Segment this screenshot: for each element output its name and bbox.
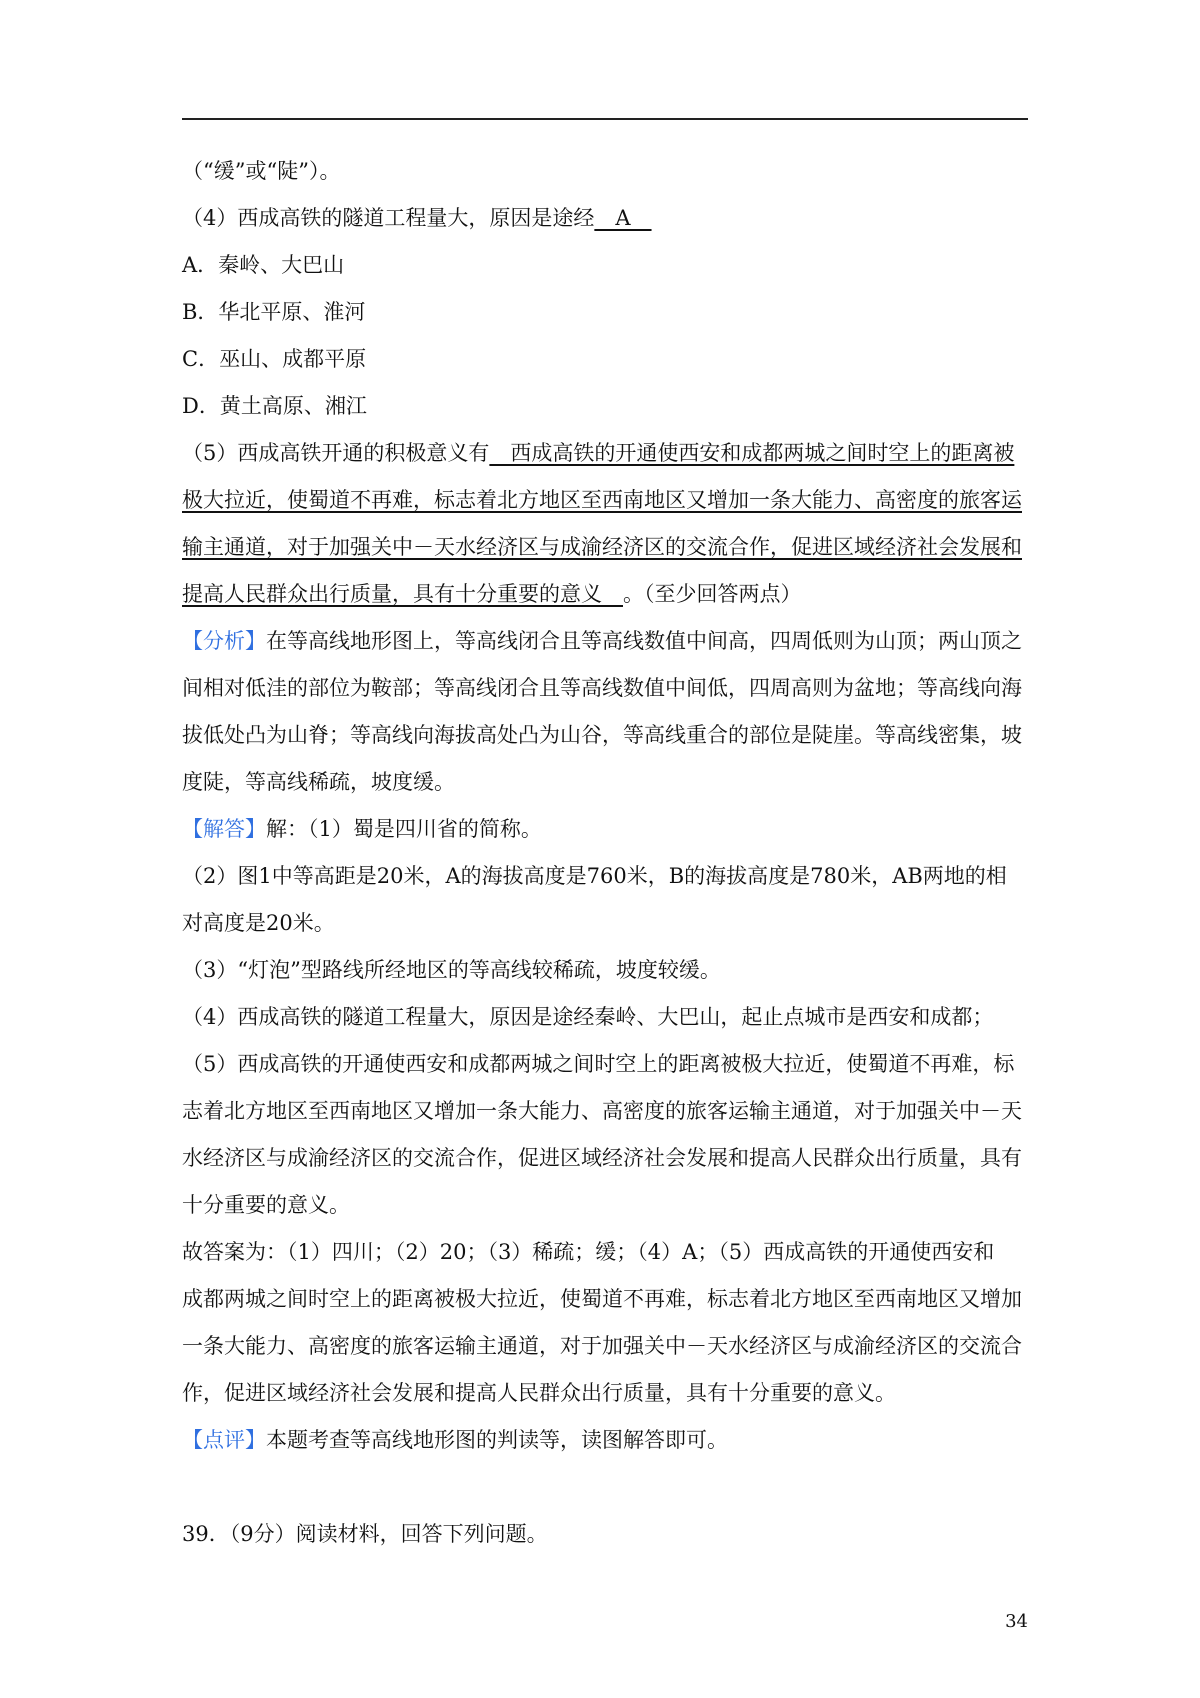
analysis-tag: 【分析】: [182, 629, 266, 653]
solution-line-4: （3）“灯泡”型路线所经地区的等高线较稀疏，坡度较缓。: [182, 958, 721, 982]
header-rule: [182, 118, 1028, 120]
option-b: B．华北平原、淮河: [182, 300, 366, 324]
analysis-line-4: 度陡，等高线稀疏，坡度缓。: [182, 770, 455, 794]
solution-text-1: 解：（1）蜀是四川省的简称。: [266, 817, 542, 841]
solution-line-6: （5）西成高铁的开通使西安和成都两城之间时空上的距离被极大拉近，使蜀道不再难，标: [182, 1052, 1015, 1076]
solution-line-1: [182, 806, 1028, 853]
comment-line: [182, 1417, 1028, 1464]
solution-line-7: 志着北方地区至西南地区又增加一条大能力、高密度的旅客运输主通道，对于加强关中－天: [182, 1099, 1022, 1123]
question-5-answer-1: 西成高铁的开通使西安和成都两城之间时空上的距离被: [489, 441, 1015, 465]
option-a: A．秦岭、大巴山: [182, 253, 345, 277]
solution-line-8: 水经济区与成渝经济区的交流合作，促进区域经济社会发展和提高人民群众出行质量，具有: [182, 1146, 1022, 1170]
option-c: C．巫山、成都平原: [182, 347, 367, 371]
question-5-prefix: （5）西成高铁开通的积极意义有: [182, 441, 490, 465]
question-4-answer: A: [594, 206, 652, 230]
solution-line-2: （2）图1中等高距是20米，A的海拔高度是760米，B的海拔高度是780米，AB两地的相: [182, 864, 1007, 888]
document-body: [182, 148, 1028, 1558]
solution-line-9: 十分重要的意义。: [182, 1193, 350, 1217]
question-4: [182, 195, 1028, 242]
analysis-line-3: 拔低处凸为山脊；等高线向海拔高处凸为山谷，等高线重合的部位是陡崖。等高线密集，坡: [182, 723, 1022, 747]
question-5-line-1: [182, 430, 1028, 477]
solution-line-3: 对高度是20米。: [182, 911, 335, 935]
question-39: 39．（9分）阅读材料，回答下列问题。: [182, 1522, 548, 1546]
question-5-line-2: [182, 477, 1028, 524]
analysis-text-1: 在等高线地形图上，等高线闭合且等高线数值中间高，四周低则为山顶；两山顶之: [266, 629, 1022, 653]
question-5-answer-4: 提高人民群众出行质量，具有十分重要的意义: [182, 582, 623, 606]
question-5-answer-2: 极大拉近，使蜀道不再难，标志着北方地区至西南地区又增加一条大能力、高密度的旅客运: [182, 488, 1022, 512]
spacer: [182, 1464, 1028, 1511]
comment-tag: 【点评】: [182, 1428, 266, 1452]
page-number: 34: [1005, 1611, 1028, 1632]
solution-tag: 【解答】: [182, 817, 266, 841]
analysis-line-1: [182, 618, 1028, 665]
question-5-line-3: [182, 524, 1028, 571]
final-answer-line-4: 作，促进区域经济社会发展和提高人民群众出行质量，具有十分重要的意义。: [182, 1381, 896, 1405]
paragraph-continuation: （“缓”或“陡”）。: [182, 159, 341, 183]
comment-text: 本题考查等高线地形图的判读等，读图解答即可。: [266, 1428, 728, 1452]
solution-line-5: （4）西成高铁的隧道工程量大，原因是途经秦岭、大巴山，起止点城市是西安和成都；: [182, 1005, 994, 1029]
option-d: D．黄土高原、湘江: [182, 394, 367, 418]
final-answer-line-1: 故答案为：（1）四川；（2）20；（3）稀疏；缓；（4）A；（5）西成高铁的开通使西安和: [182, 1240, 995, 1264]
final-answer-line-2: 成都两城之间时空上的距离被极大拉近，使蜀道不再难，标志着北方地区至西南地区又增加: [182, 1287, 1022, 1311]
question-5-suffix: 。（至少回答两点）: [623, 582, 802, 606]
question-5-line-4: [182, 571, 1028, 618]
question-4-text: （4）西成高铁的隧道工程量大，原因是途经: [182, 206, 595, 230]
analysis-line-2: 间相对低洼的部位为鞍部；等高线闭合且等高线数值中间低，四周高则为盆地；等高线向海: [182, 676, 1022, 700]
final-answer-line-3: 一条大能力、高密度的旅客运输主通道，对于加强关中－天水经济区与成渝经济区的交流合: [182, 1334, 1022, 1358]
question-5-answer-3: 输主通道，对于加强关中－天水经济区与成渝经济区的交流合作，促进区域经济社会发展和: [182, 535, 1022, 559]
